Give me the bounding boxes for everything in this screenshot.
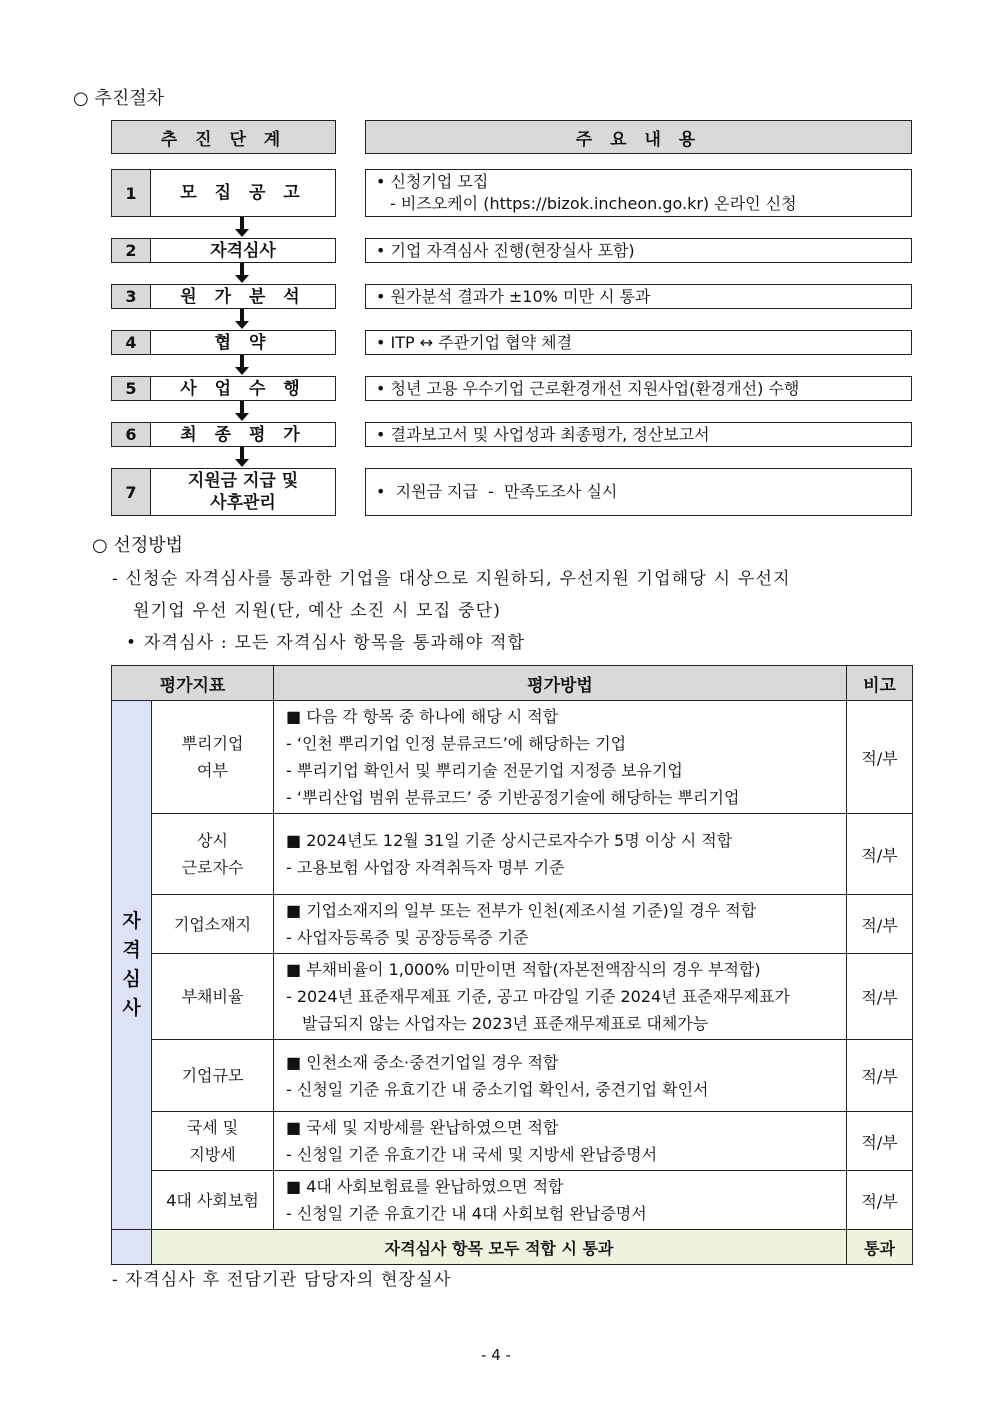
step-number: 3 [111, 284, 151, 309]
note-cell: 적/부 [847, 954, 913, 1040]
method-line: - 신청일 기준 유효기간 내 국세 및 지방세 완납증명서 [286, 1145, 658, 1164]
item-label: 기업규모 [181, 1066, 244, 1085]
method-cell [274, 1171, 847, 1230]
note-cell: 적/부 [847, 701, 913, 814]
pass-result: 통과 [847, 1230, 913, 1265]
table-row [112, 895, 913, 954]
method-cell [274, 701, 847, 814]
step-name: 모 집 공 고 [150, 169, 336, 217]
step-name-line: 사후관리 [210, 493, 276, 513]
evaluation-table [111, 665, 913, 1265]
selection-criteria-note: • 자격심사 : 모든 자격심사 항목을 통과해야 적합 [126, 633, 526, 653]
step-number: 6 [111, 422, 151, 447]
method-line: - 신청일 기준 유효기간 내 4대 사회보험 완납증명서 [286, 1204, 647, 1223]
section-heading-procedure: ○ 추진절차 [73, 88, 164, 109]
item-cell [152, 954, 274, 1040]
footer-note: - 자격심사 후 전담기관 담당자의 현장실사 [112, 1270, 452, 1290]
selection-paragraph-line: 원기업 우선 지원(단, 예산 소진 시 모집 중단) [133, 601, 502, 621]
table-row [112, 1171, 913, 1230]
step-description [365, 284, 912, 309]
step-description [365, 468, 912, 516]
step-number: 4 [111, 330, 151, 355]
method-line: ■ 다음 각 항목 중 하나에 해당 시 적합 [286, 707, 559, 726]
step-name: 원 가 분 석 [150, 284, 336, 309]
page-number: - 4 - [481, 1346, 511, 1364]
category-char: 격 [122, 939, 141, 961]
method-line: ■ 부채비율이 1,000% 미만이면 적합(자본전액잠식의 경우 부적합) [286, 960, 761, 979]
content-column-header: 주 요 내 용 [365, 120, 912, 154]
method-line: - ‘인천 뿌리기업 인정 분류코드’에 해당하는 기업 [286, 734, 627, 753]
method-line: - 2024년 표준재무제표 기준, 공고 마감일 기준 2024년 표준재무제표가 [286, 987, 790, 1006]
item-label: 4대 사회보험 [166, 1190, 259, 1210]
category-cell [112, 701, 152, 1230]
item-label: 부채비율 [181, 987, 244, 1006]
step-description-line: • 청년 고용 우수기업 근로환경개선 지원사업(환경개선) 수행 [376, 378, 800, 398]
item-label: 국세 및 [186, 1118, 239, 1137]
method-line: ■ 기업소재지의 일부 또는 전부가 인천(제조시설 기준)일 경우 적합 [286, 901, 757, 920]
item-cell [152, 701, 274, 814]
step-description [365, 238, 912, 263]
item-label: 여부 [197, 761, 228, 780]
step-description [365, 330, 912, 355]
item-cell [152, 1040, 274, 1112]
table-row [112, 1112, 913, 1171]
step-description-line: • 지원금 지급 - 만족도조사 실시 [376, 482, 618, 501]
step-description-line: • 기업 자격심사 진행(현장실사 포함) [376, 240, 635, 260]
note-cell: 적/부 [847, 895, 913, 954]
pass-condition-label: 자격심사 항목 모두 적합 시 통과 [152, 1230, 847, 1265]
step-description-line: • 원가분석 결과가 ±10% 미만 시 통과 [376, 286, 651, 306]
header-method: 평가방법 [274, 666, 847, 701]
step-name [150, 468, 336, 516]
step-description [365, 376, 912, 401]
section-heading-selection: ○ 선정방법 [92, 535, 183, 556]
method-line: ■ 인천소재 중소·중견기업일 경우 적합 [286, 1052, 559, 1072]
method-line: ■ 4대 사회보험료를 완납하였으면 적합 [286, 1177, 564, 1196]
step-number: 2 [111, 238, 151, 263]
item-cell [152, 1171, 274, 1230]
item-label: 지방세 [189, 1145, 236, 1164]
note-cell: 적/부 [847, 1040, 913, 1112]
method-cell [274, 1112, 847, 1171]
step-number: 7 [111, 468, 151, 516]
method-cell [274, 954, 847, 1040]
table-row [112, 1040, 913, 1112]
stage-column-header: 추 진 단 계 [111, 120, 336, 154]
method-line: - 신청일 기준 유효기간 내 중소기업 확인서, 중견기업 확인서 [286, 1079, 709, 1099]
step-name: 자격심사 [150, 238, 336, 263]
header-indicator: 평가지표 [112, 666, 274, 701]
item-label: 기업소재지 [173, 914, 252, 934]
note-cell: 적/부 [847, 1112, 913, 1171]
step-description [365, 169, 912, 217]
step-number: 5 [111, 376, 151, 401]
step-number: 1 [111, 169, 151, 217]
table-row [112, 814, 913, 895]
category-cell-continuation [112, 1230, 152, 1265]
method-line: - ‘뿌리산업 범위 분류코드’ 중 기반공정기술에 해당하는 뿌리기업 [286, 788, 740, 807]
item-cell [152, 895, 274, 954]
category-char: 심 [122, 968, 141, 990]
table-row [112, 954, 913, 1040]
item-cell [152, 814, 274, 895]
table-row [112, 701, 913, 814]
method-line: 발급되지 않는 사업자는 2023년 표준재무제표로 대체가능 [302, 1014, 709, 1033]
method-cell [274, 1040, 847, 1112]
step-name: 최 종 평 가 [150, 422, 336, 447]
step-description [365, 422, 912, 447]
item-label: 뿌리기업 [181, 734, 244, 753]
method-line: - 고용보험 사업장 자격취득자 명부 기준 [286, 858, 565, 877]
selection-paragraph-line: - 신청순 자격심사를 통과한 기업을 대상으로 지원하되, 우선지원 기업해당 시 우선지 [112, 569, 791, 589]
note-cell: 적/부 [847, 1171, 913, 1230]
step-name: 협 약 [150, 330, 336, 355]
method-line: - 사업자등록증 및 공장등록증 기준 [286, 928, 529, 947]
step-description-line: • ITP ↔ 주관기업 협약 체결 [376, 332, 573, 352]
method-line: ■ 국세 및 지방세를 완납하였으면 적합 [286, 1118, 559, 1137]
step-description-line: - 비즈오케이 (https://bizok.incheon.go.kr) 온라인 신청 [390, 194, 797, 213]
item-label: 근로자수 [181, 858, 244, 877]
note-cell: 적/부 [847, 814, 913, 895]
step-name-line: 지원금 지급 및 [187, 471, 299, 491]
category-char: 사 [122, 997, 141, 1019]
step-name: 사 업 수 행 [150, 376, 336, 401]
pass-row [112, 1230, 913, 1265]
method-cell [274, 895, 847, 954]
item-label: 상시 [197, 831, 228, 850]
method-cell [274, 814, 847, 895]
method-line: ■ 2024년도 12월 31일 기준 상시근로자수가 5명 이상 시 적합 [286, 831, 733, 850]
step-description-line: • 결과보고서 및 사업성과 최종평가, 정산보고서 [376, 424, 710, 444]
item-cell [152, 1112, 274, 1171]
header-note: 비고 [847, 666, 913, 701]
category-char: 자 [122, 910, 141, 932]
method-line: - 뿌리기업 확인서 및 뿌리기술 전문기업 지정증 보유기업 [286, 761, 683, 780]
table-header-row [112, 666, 913, 701]
step-description-line: • 신청기업 모집 [376, 172, 489, 191]
